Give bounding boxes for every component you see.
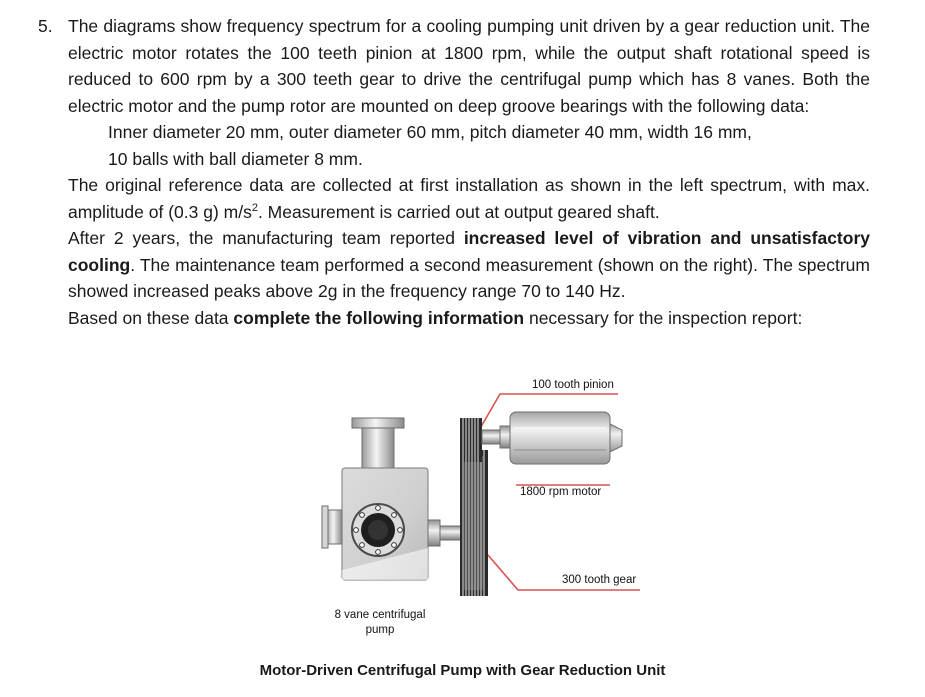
large-gear [460, 450, 488, 596]
report-text-end: . The maintenance team performed a second measurement (shown on the right). The spectrum showed increased peaks above 2g in the frequency range 70 to 140 Hz. [68, 254, 870, 301]
electric-motor [510, 412, 622, 464]
instruction-paragraph [68, 305, 870, 332]
report-text: After 2 years, the manufacturing team reported [68, 228, 464, 248]
motor-shaft [482, 426, 510, 448]
small-pinion [460, 418, 482, 462]
bearing-data-line-2: 10 balls with ball diameter 8 mm. [108, 148, 363, 169]
instruction-text: Based on these data [68, 307, 234, 328]
report-bold-text: increased level of vibration and unsatisfactory cooling [68, 228, 870, 275]
label-motor: 1800 rpm motor [520, 486, 602, 498]
problem-body [68, 13, 870, 331]
discharge-pipe [352, 418, 404, 468]
label-pinion: 100 tooth pinion [532, 379, 614, 391]
pump-shaft [428, 520, 462, 546]
pump-diagram [300, 370, 660, 645]
report-paragraph [68, 225, 870, 305]
label-pump: 8 vane centrifugal pump [334, 609, 426, 636]
figure-caption: Motor-Driven Centrifugal Pump with Gear Reduction Unit [259, 662, 666, 679]
reference-text-end: . Measurement is carried out at output geared shaft. [257, 201, 660, 222]
pump-diagram-drawing [300, 370, 660, 645]
instruction-bold-text: complete the following information [233, 307, 525, 328]
reference-text: The original reference data are collected at first installation as shown in the left spectrum, with max. amplitude of (0.3 g) m/s [68, 175, 870, 222]
bearing-data-line-1: Inner diameter 20 mm, outer diameter 60 mm, pitch diameter 40 mm, width 16 mm, [108, 122, 752, 142]
problem-number: 5. [38, 16, 53, 36]
label-gear: 300 tooth gear [562, 574, 637, 586]
pump-casing [322, 468, 428, 580]
problem-intro-paragraph: The diagrams show frequency spectrum for a cooling pumping unit driven by a gear reduction unit. The electric motor rotates the 100 teeth pinion at 1800 rpm, while the output shaft rotational speed is reduced to 600 rpm by a 300 teeth gear to drive the centrifugal pump which has 8 vanes. Both the electric motor and the pump rotor are mounted on deep groove bearings with the following data: [68, 16, 870, 116]
instruction-text-end: necessary for the inspection report: [524, 307, 803, 328]
squared-superscript: 2 [251, 201, 258, 214]
reference-data-paragraph [68, 172, 870, 225]
